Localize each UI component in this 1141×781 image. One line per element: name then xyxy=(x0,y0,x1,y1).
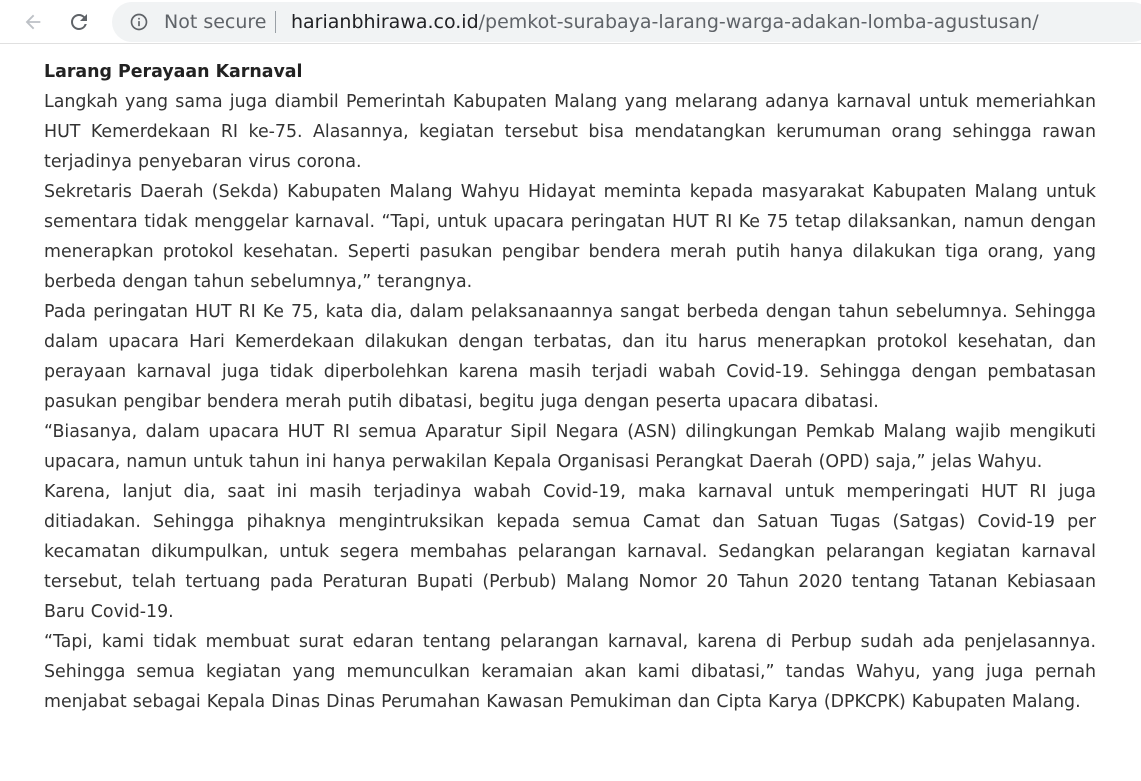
article-paragraph: “Biasanya, dalam upacara HUT RI semua Aparatur Sipil Negara (ASN) dilingkungan Pemkab Malang wajib mengikuti upacara, namun untuk tahun ini hanya perwakilan Kepala Organisasi Perangkat Daerah (OPD) saja,” jelas Wahyu. xyxy=(44,422,1096,472)
address-bar[interactable] xyxy=(112,2,1141,42)
url-text[interactable] xyxy=(291,2,1039,42)
article-paragraph: Sekretaris Daerah (Sekda) Kabupaten Malang Wahyu Hidayat meminta kepada masyarakat Kabupaten Malang untuk sementara tidak menggelar karnaval. “Tapi, untuk upacara peringatan HUT RI Ke 75 tetap dilaksankan, namun dengan menerapkan protokol kesehatan. Seperti pasukan pengibar bendera merah putih hanya dilakukan tiga orang, yang berbeda dengan tahun sebelumnya,” terangnya. xyxy=(44,182,1096,292)
address-divider xyxy=(275,11,276,33)
reload-button[interactable] xyxy=(63,6,95,38)
article-body xyxy=(44,57,1096,717)
article-paragraph: Karena, lanjut dia, saat ini masih terjadinya wabah Covid-19, maka karnaval untuk memperingati HUT RI juga ditiadakan. Sehingga pihaknya mengintruksikan kepada semua Camat dan Satuan Tugas (Satgas) Covid-19 per kecamatan dikumpulkan, untuk segera membahas pelarangan karnaval. Sedangkan pelarangan kegiatan karnaval tersebut, telah tertuang pada Peraturan Bupati (Perbub) Malang Nomor 20 Tahun 2020 tentang Tatanan Kebiasaan Baru Covid-19. xyxy=(44,482,1096,622)
article-paragraph: “Tapi, kami tidak membuat surat edaran tentang pelarangan karnaval, karena di Perbup sudah ada penjelasannya. Sehingga semua kegiatan yang memunculkan keramaian akan kami dibatasi,” tandas Wahyu, yang juga pernah menjabat sebagai Kepala Dinas Dinas Perumahan Kawasan Pemukiman dan Cipta Karya (DPKCPK) Kabupaten Malang. xyxy=(44,632,1096,712)
info-circle-icon[interactable] xyxy=(129,12,149,32)
article-paragraph: Pada peringatan HUT RI Ke 75, kata dia, dalam pelaksanaannya sangat berbeda dengan tahun sebelumnya. Sehingga dalam upacara Hari Kemerdekaan dilakukan dengan terbatas, dan itu harus menerapkan protokol kesehatan, dan perayaan karnaval juga tidak diperbolehkan karena masih terjadi wabah Covid-19. Sehingga dengan pembatasan pasukan pengibar bendera merah putih dibatasi, begitu juga dengan peserta upacara dibatasi. xyxy=(44,302,1096,412)
arrow-back-icon xyxy=(22,11,44,33)
url-domain: harianbhirawa.co.id xyxy=(291,11,479,33)
section-heading: Larang Perayaan Karnaval xyxy=(44,62,303,82)
back-button[interactable] xyxy=(17,6,49,38)
url-path: /pemkot-surabaya-larang-warga-adakan-lomba-agustusan/ xyxy=(478,11,1039,33)
browser-toolbar xyxy=(0,0,1141,44)
reload-icon xyxy=(67,10,91,34)
article-paragraph: Langkah yang sama juga diambil Pemerintah Kabupaten Malang yang melarang adanya karnaval untuk memeriahkan HUT Kemerdekaan RI ke-75. Alasannya, kegiatan tersebut bisa mendatangkan kerumuman orang sehingga rawan terjadinya penyebaran virus corona. xyxy=(44,92,1096,172)
security-status-label[interactable]: Not secure xyxy=(164,11,267,33)
